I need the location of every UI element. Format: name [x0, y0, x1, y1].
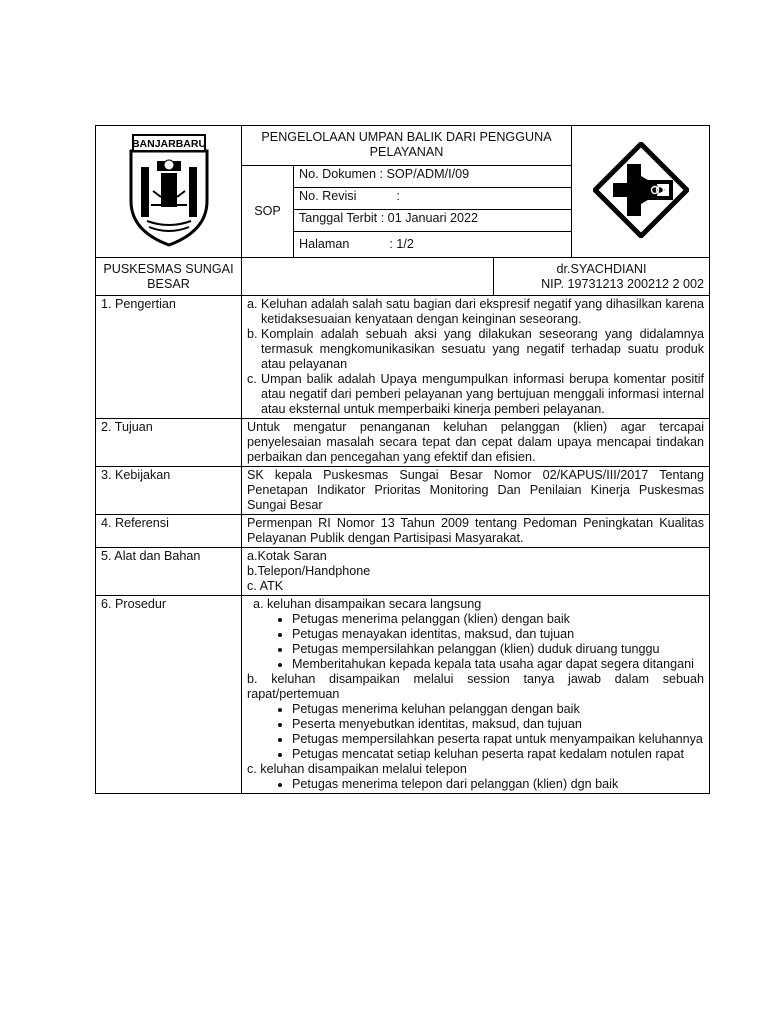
- sop-table: [95, 125, 710, 794]
- meta-value: : 01 Januari 2022: [380, 211, 479, 225]
- item-text: Keluhan adalah salah satu bagian dari ekspresif negatif yang dihasilkan karena ketidaksesuaian kenyataan dengan keinginan seseorang.: [261, 297, 705, 326]
- document-title-text: PENGELOLAAN UMPAN BALIK DARI PENGGUNA PELAYANAN: [261, 130, 552, 159]
- meta-value: : 1/2: [389, 237, 414, 251]
- item-text: Umpan balik adalah Upaya mengumpulkan informasi berupa komentar positif atau negatif dari pemberi pelayanan yang bertujuan menggali informasi internal atau eksternal untuk memperbaiki kinerja pemberi pelayanan.: [261, 372, 705, 416]
- procedure-heading: a. keluhan disampaikan secara langsung: [253, 597, 482, 611]
- puskesmas-logo-icon: [593, 142, 689, 238]
- section-referensi: Permenpan RI Nomor 13 Tahun 2009 tentang Pedoman Peningkatan Kualitas Pelayanan Publik dengan Partisipasi Masyarakat.: [242, 515, 710, 548]
- bullet-list: [247, 777, 704, 792]
- list-item: • Petugas mempersilahkan peserta rapat untuk menyampaikan keluhannya: [292, 732, 704, 747]
- list-item: b.Telepon/Handphone: [247, 564, 371, 578]
- signer-name: dr.SYACHDIANI: [556, 261, 647, 276]
- list-item: [247, 297, 704, 327]
- sop-document: [95, 125, 709, 794]
- list-item: a.Kotak Saran: [247, 549, 327, 563]
- meta-label: No. Dokumen: [299, 167, 376, 181]
- section-kebijakan: SK kepala Puskesmas Sungai Besar Nomor 02/KAPUS/III/2017 Tentang Penetapan Indikator Prioritas Monitoring Dan Penilaian Kinerja Puskesmas Sungai Besar: [242, 467, 710, 515]
- document-title: [242, 126, 572, 166]
- signer-block: [494, 258, 710, 296]
- item-marker: c.: [247, 372, 257, 386]
- meta-label: No. Revisi: [299, 189, 357, 203]
- section-label: 5. Alat dan Bahan: [96, 548, 242, 596]
- item-marker: b.: [247, 327, 258, 341]
- list-item: • Petugas menerima telepon dari pelanggan (klien) dgn baik: [292, 777, 704, 792]
- right-logo-cell: [572, 126, 710, 258]
- list-item: • Petugas mempersilahkan pelanggan (klien) duduk diruang tunggu: [292, 642, 704, 657]
- org-name: PUSKESMAS SUNGAI BESAR: [96, 258, 242, 296]
- section-label: 2. Tujuan: [96, 419, 242, 467]
- list-item: • Petugas menayakan identitas, maksud, dan tujuan: [292, 627, 704, 642]
- list-item: • Petugas menerima pelanggan (klien) dengan baik: [292, 612, 704, 627]
- section-label: 3. Kebijakan: [96, 467, 242, 515]
- list-item: [247, 372, 704, 417]
- list-item: • Petugas menerima keluhan pelanggan dengan baik: [292, 702, 704, 717]
- procedure-heading: b. keluhan disampaikan melalui session tanya jawab dalam sebuah rapat/pertemuan: [247, 672, 705, 701]
- meta-row: [294, 232, 572, 258]
- meta-label: Tanggal Terbit: [299, 211, 378, 225]
- meta-value: :: [396, 189, 400, 203]
- banjarbaru-crest-icon: [127, 131, 211, 249]
- section-tujuan: Untuk mengatur penanganan keluhan pelanggan (klien) agar tercapai penyelesaian masalah secara tepat dan cepat dalam upaya mencapai tindakan perbaikan dan pencegahan yang efektif dan efisien.: [242, 419, 710, 467]
- left-logo-cell: [96, 126, 242, 258]
- bullet-list: [247, 612, 704, 672]
- list-item: [247, 327, 704, 372]
- meta-value: : SOP/ADM/I/09: [379, 167, 470, 181]
- signer-nip: NIP. 19731213 200212 2 002: [541, 276, 705, 291]
- section-alat: [242, 548, 710, 596]
- section-pengertian: [242, 296, 710, 419]
- meta-row: [294, 166, 572, 188]
- meta-row: [294, 188, 572, 210]
- section-label: 6. Prosedur: [96, 596, 242, 794]
- list-item: c. ATK: [247, 579, 284, 593]
- crest-label: BANJARBARU: [131, 137, 206, 150]
- section-label: 4. Referensi: [96, 515, 242, 548]
- section-label: 1. Pengertian: [96, 296, 242, 419]
- procedure-heading: c. keluhan disampaikan melalui telepon: [247, 762, 467, 776]
- meta-label: Halaman: [299, 237, 350, 251]
- meta-row: [294, 210, 572, 232]
- list-item: • Petugas mencatat setiap keluhan peserta rapat kedalam notulen rapat: [292, 747, 704, 762]
- section-prosedur: [242, 596, 710, 794]
- item-text: Komplain adalah sebuah aksi yang dilakukan seseorang yang didalamnya termasuk mengkomunikasikan sesuatu yang negatif terhadap suatu produk atau pelayanan: [261, 327, 705, 371]
- org-blank: [242, 258, 494, 296]
- bullet-list: [247, 702, 704, 762]
- list-item: • Memberitahukan kepada kepala tata usaha agar dapat segera ditangani: [292, 657, 704, 672]
- sop-label: SOP: [242, 166, 294, 258]
- item-marker: a.: [247, 297, 258, 311]
- list-item: • Peserta menyebutkan identitas, maksud, dan tujuan: [292, 717, 704, 732]
